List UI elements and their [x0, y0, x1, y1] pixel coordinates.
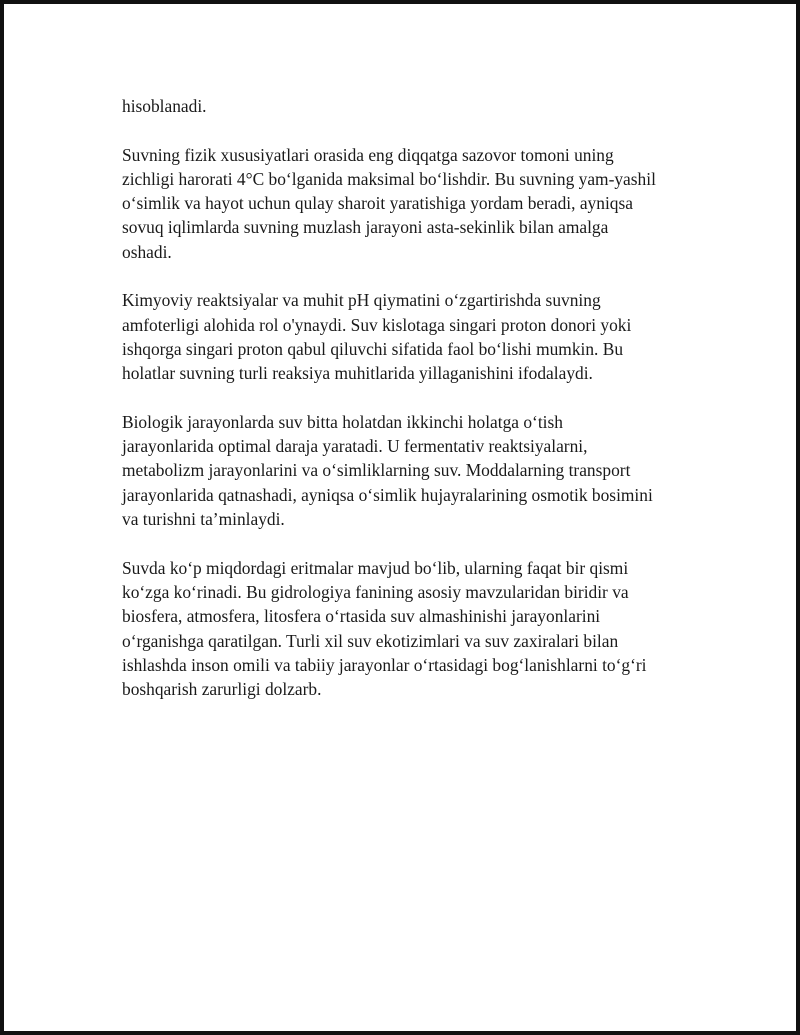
text-line: oshadi.: [122, 241, 172, 262]
text-line: ishqorga singari proton qabul qiluvchi sifatida faol bo‘lishi mumkin. Bu: [122, 338, 624, 359]
text-line: Biologik jarayonlarda suv bitta holatdan ikkinchi holatga o‘tish: [122, 411, 563, 432]
text-line: Kimyoviy reaktsiyalar va muhit pH qiymatini o‘zgartirishda suvning: [122, 290, 601, 311]
text-line: jarayonlarida qatnashadi, ayniqsa o‘simlik hujayralarining osmotik bosimini: [122, 484, 653, 505]
text-line: ishlashda inson omili va tabiiy jarayonlar o‘rtasidagi bog‘lanishlarni to‘g‘ri: [122, 654, 647, 675]
text-line: ko‘zga ko‘rinadi. Bu gidrologiya fanining asosiy mavzularidan biridir va: [122, 581, 629, 602]
text-line: holatlar suvning turli reaksiya muhitlarida yillaganishini ifodalaydi.: [122, 363, 593, 384]
document-body: [122, 94, 702, 701]
text-line: sovuq iqlimlarda suvning muzlash jarayoni asta-sekinlik bilan amalga: [122, 217, 609, 238]
paragraph-4: [122, 410, 702, 531]
paragraph-gap: [122, 264, 702, 288]
paragraph-3: [122, 288, 702, 385]
text-line: zichligi harorati 4°C bo‘lganida maksimal bo‘lishdir. Bu suvning yam-yashil: [122, 168, 656, 189]
text-line: hisoblanadi.: [122, 96, 207, 116]
paragraph-gap: [122, 118, 702, 142]
text-line: metabolizm jarayonlarini va o‘simliklarning suv. Moddalarning transport: [122, 460, 631, 481]
paragraph-gap: [122, 531, 702, 555]
text-line: jarayonlarida optimal daraja yaratadi. U fermentativ reaktsiyalarni,: [122, 436, 588, 457]
paragraph-2: [122, 143, 702, 264]
text-line: o‘rganishga qaratilgan. Turli xil suv ekotizimlari va suv zaxiralari bilan: [122, 630, 619, 651]
paragraph-5: [122, 556, 702, 702]
text-line: amfoterligi alohida rol o'ynaydi. Suv kislotaga singari proton donori yoki: [122, 314, 632, 335]
text-line: biosfera, atmosfera, litosfera o‘rtasida suv almashinishi jarayonlarini: [122, 606, 601, 627]
text-line: o‘simlik va hayot uchun qulay sharoit yaratishiga yordam beradi, ayniqsa: [122, 193, 633, 214]
text-line: Suvning fizik xususiyatlari orasida eng diqqatga sazovor tomoni uning: [122, 144, 614, 165]
text-line: Suvda ko‘p miqdordagi eritmalar mavjud bo‘lib, ularning faqat bir qismi: [122, 557, 629, 578]
paragraph-1: [122, 94, 702, 118]
paragraph-gap: [122, 386, 702, 410]
text-line: va turishni ta’minlaydi.: [122, 509, 285, 530]
text-line: boshqarish zarurligi dolzarb.: [122, 679, 322, 700]
